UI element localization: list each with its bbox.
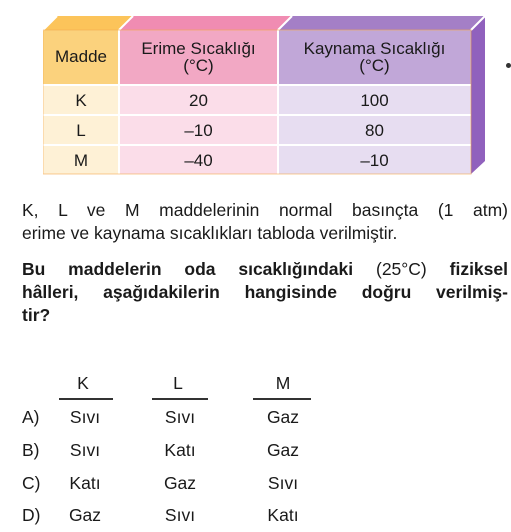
- row-l-kaynama: 80: [365, 121, 384, 140]
- option-a[interactable]: [22, 407, 322, 429]
- column-k-rule: [59, 398, 113, 400]
- intro-line-2: erime ve kaynama sıcaklıkları tabloda verilmiştir.: [22, 223, 398, 243]
- option-b-l: Katı: [164, 440, 196, 460]
- option-d[interactable]: [22, 505, 322, 527]
- option-c-m: Sıvı: [267, 473, 299, 493]
- option-b-k: Sıvı: [69, 440, 101, 460]
- option-c-letter: C): [22, 473, 41, 493]
- option-column-l: L: [173, 373, 183, 393]
- option-b[interactable]: [22, 440, 322, 462]
- option-d-k: Gaz: [68, 505, 102, 525]
- question-line-1: Bu maddelerin oda sıcaklığındaki (25°C) fiziksel: [22, 259, 508, 279]
- option-d-l: Sıvı: [164, 505, 196, 525]
- row-m-madde: M: [73, 151, 89, 170]
- option-b-letter: B): [22, 440, 40, 460]
- erime-top-face: [119, 16, 292, 30]
- header-madde: Madde: [55, 47, 107, 66]
- option-d-m: Katı: [267, 505, 299, 525]
- option-c-k: Katı: [69, 473, 101, 493]
- option-b-m: Gaz: [266, 440, 300, 460]
- row-l-erime: –10: [184, 121, 213, 140]
- row-k-kaynama: 100: [360, 91, 389, 110]
- header-erime: Erime Sıcaklığı (°C): [141, 39, 256, 75]
- row-m-kaynama: –10: [360, 151, 389, 170]
- row-m-erime: –40: [184, 151, 213, 170]
- margin-dot: [506, 63, 511, 68]
- option-a-k: Sıvı: [69, 407, 101, 427]
- row-l-madde: L: [76, 121, 86, 140]
- question-line-3: tir?: [22, 305, 51, 325]
- intro-paragraph: [22, 199, 508, 245]
- option-column-m: M: [275, 373, 291, 393]
- intro-line-1: K, L ve M maddelerinin normal basınçta (1 atm): [22, 200, 508, 220]
- row-k-madde: K: [75, 91, 87, 110]
- header-kaynama: Kaynama Sıcaklığı (°C): [303, 39, 446, 75]
- option-a-m: Gaz: [266, 407, 300, 427]
- row-k-erime: 20: [189, 91, 208, 110]
- madde-top-face: [43, 16, 133, 30]
- column-l-rule: [152, 398, 208, 400]
- column-m-rule: [253, 398, 311, 400]
- option-c[interactable]: [22, 473, 322, 495]
- option-column-k: K: [77, 373, 89, 393]
- option-d-letter: D): [22, 505, 41, 525]
- question-paragraph: [22, 258, 508, 327]
- option-a-l: Sıvı: [164, 407, 196, 427]
- option-c-l: Gaz: [163, 473, 197, 493]
- table-side-face: [471, 16, 485, 174]
- melting-boiling-table: [43, 14, 503, 182]
- kaynama-top-face: [278, 16, 485, 30]
- question-line-2: hâlleri, aşağıdakilerin hangisinde doğru verilmiş-: [22, 282, 508, 302]
- option-a-letter: A): [22, 407, 40, 427]
